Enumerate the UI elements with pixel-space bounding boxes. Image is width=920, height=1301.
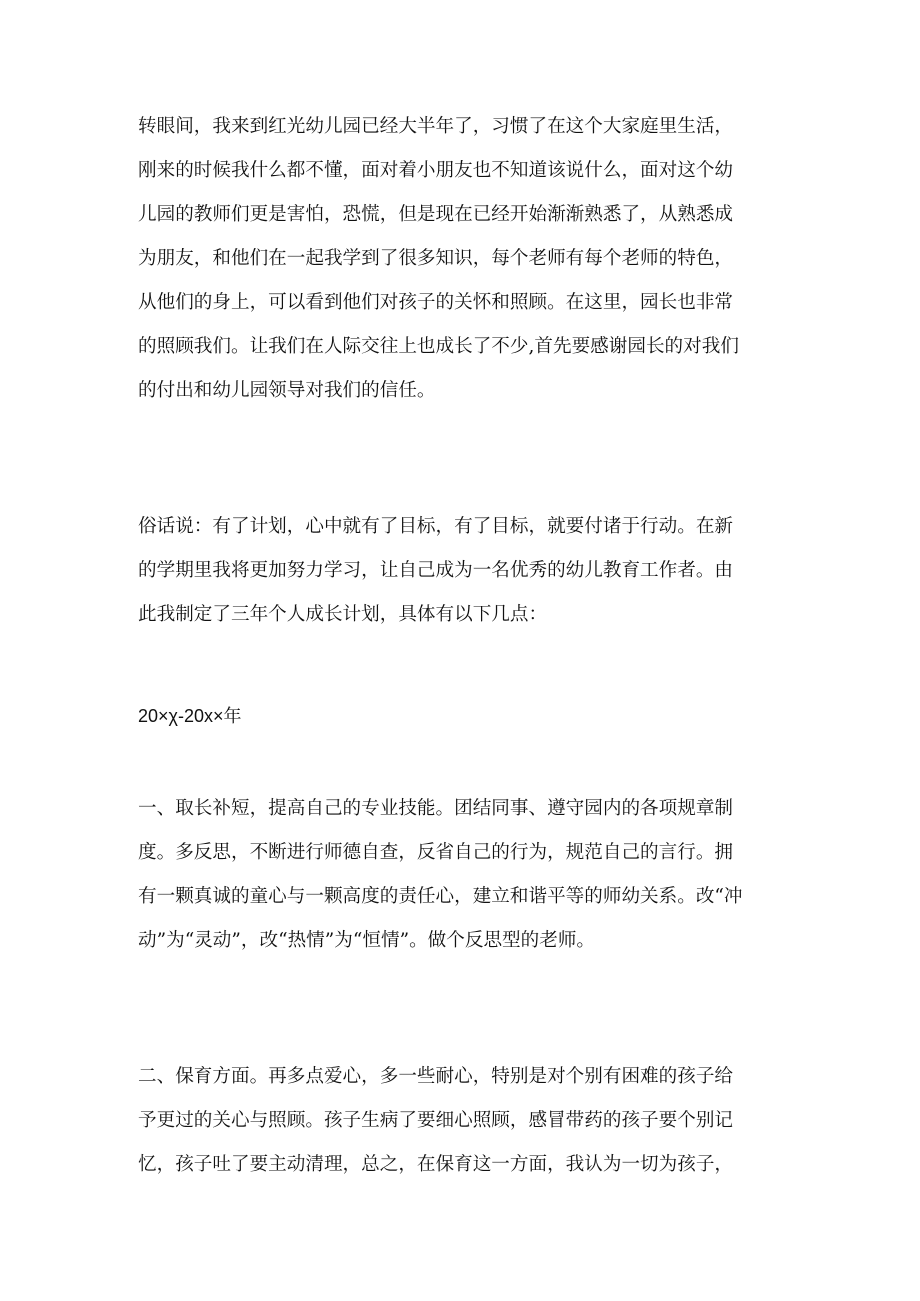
text-line: 的学期里我将更加努力学习，让自己成为一名优秀的幼儿教育工作者。由	[138, 560, 734, 581]
year-heading: 20×χ-20x×年	[138, 706, 242, 726]
text-line: 的付出和幼儿园领导对我们的信任。	[138, 380, 436, 401]
text-line: 为朋友，和他们在一起我学到了很多知识，每个老师有每个老师的特色，	[138, 248, 734, 269]
text-line: 从他们的身上，可以看到他们对孩子的关怀和照顾。在这里，园长也非常	[138, 292, 734, 313]
text-line: 忆，孩子吐了要主动清理，总之，在保育这一方面，我认为一切为孩子，	[138, 1154, 734, 1175]
text-line: 有一颗真诚的童心与一颗高度的责任心，建立和谐平等的师幼关系。改“冲	[138, 886, 743, 907]
text-line: 刚来的时候我什么都不懂，面对着小朋友也不知道该说什么，面对这个幼	[138, 160, 734, 181]
text-line: 动”为“灵动”，改“热情”为“恒情”。做个反思型的老师。	[138, 930, 596, 951]
text-line: 此我制定了三年个人成长计划，具体有以下几点：	[138, 604, 548, 625]
text-line: 二、保育方面。再多点爱心，多一些耐心，特别是对个别有困难的孩子给	[138, 1066, 734, 1087]
text-line: 度。多反思，不断进行师德自查，反省自己的行为，规范自己的言行。拥	[138, 842, 734, 863]
text-line: 予更过的关心与照顾。孩子生病了要细心照顾，感冒带药的孩子要个别记	[138, 1110, 734, 1131]
text-line: 俗话说：有了计划，心中就有了目标，有了目标，就要付诸于行动。在新	[138, 516, 734, 537]
text-line: 儿园的教师们更是害怕，恐慌，但是现在已经开始渐渐熟悉了，从熟悉成	[138, 204, 734, 225]
text-line: 的照顾我们。让我们在人际交往上也成长了不少,首先要感谢园长的对我们	[138, 336, 739, 357]
text-line: 一、取长补短，提高自己的专业技能。团结同事、遵守园内的各项规章制	[138, 798, 734, 819]
text-line: 转眼间，我来到红光幼儿园已经大半年了，习惯了在这个大家庭里生活，	[138, 116, 734, 137]
